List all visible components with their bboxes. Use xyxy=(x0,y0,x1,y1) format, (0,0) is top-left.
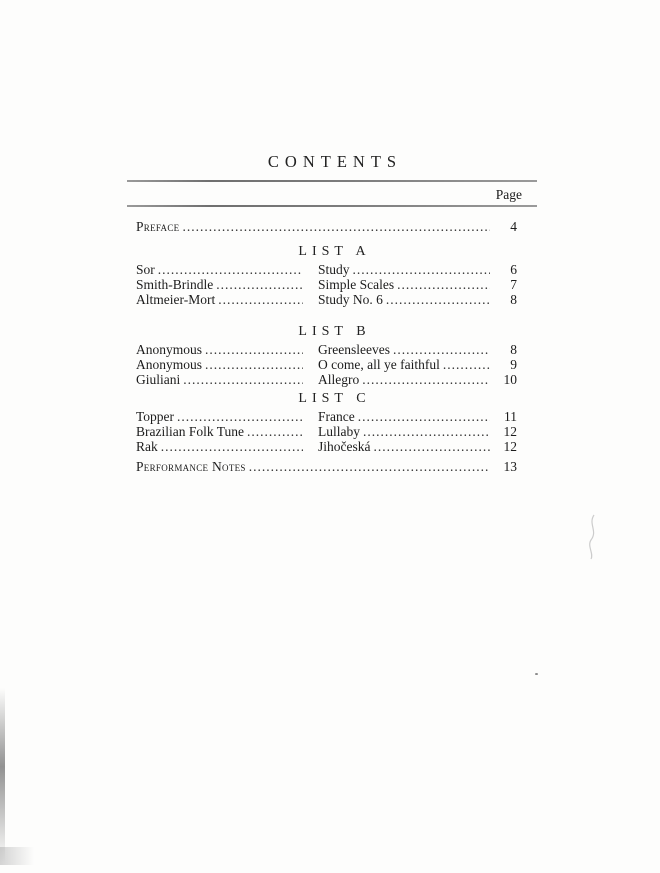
scan-edge-shadow xyxy=(0,688,5,863)
piece-title: Simple Scales xyxy=(318,277,395,292)
dot-leader xyxy=(360,424,490,439)
dot-leader xyxy=(244,424,303,439)
dot-leader xyxy=(390,342,490,357)
piece-title: Study xyxy=(318,262,350,277)
page-number: 4 xyxy=(510,219,517,234)
page-number: 13 xyxy=(503,459,517,474)
dot-leader xyxy=(350,262,490,277)
composer-name: Anonymous xyxy=(136,357,203,372)
toc-row xyxy=(127,424,537,439)
top-rule xyxy=(127,180,537,182)
toc-row xyxy=(127,292,537,307)
page-number: 9 xyxy=(510,357,517,372)
dot-leader xyxy=(179,219,490,234)
piece-title: France xyxy=(318,409,355,424)
dot-leader xyxy=(180,372,303,387)
composer-name: Brazilian Folk Tune xyxy=(136,424,245,439)
dot-leader xyxy=(394,277,490,292)
page-number: 6 xyxy=(510,262,517,277)
dot-leader xyxy=(440,357,490,372)
section-list-a xyxy=(127,244,537,307)
piece-title: Study No. 6 xyxy=(318,292,383,307)
section-list-c xyxy=(127,391,537,454)
page-number: 12 xyxy=(503,439,517,454)
dot-leader xyxy=(174,409,303,424)
piece-title: Greensleeves xyxy=(318,342,390,357)
composer-name: Anonymous xyxy=(136,342,203,357)
scan-corner-shade xyxy=(0,847,34,865)
composer-name: Smith-Brindle xyxy=(136,277,214,292)
composer-name: Giuliani xyxy=(136,372,181,387)
scan-speck xyxy=(535,673,538,675)
dot-leader xyxy=(155,262,303,277)
page-number: 8 xyxy=(510,342,517,357)
composer-name: Altmeier-Mort xyxy=(136,292,216,307)
piece-title: Jihočeská xyxy=(318,439,371,454)
dot-leader xyxy=(359,372,490,387)
dot-leader xyxy=(215,292,303,307)
dot-leader xyxy=(246,459,490,474)
piece-title: Lullaby xyxy=(318,424,360,439)
page-column-label: Page xyxy=(495,187,522,202)
page-number: 8 xyxy=(510,292,517,307)
dot-leader xyxy=(202,357,303,372)
toc-row xyxy=(127,357,537,372)
contents-body xyxy=(127,0,537,873)
header-rule xyxy=(127,205,537,207)
page-title: CONTENTS xyxy=(267,152,403,171)
preface-entry xyxy=(127,219,537,234)
page-number: 11 xyxy=(504,409,517,424)
toc-row xyxy=(127,342,537,357)
section-list-b xyxy=(127,324,537,387)
preface-label: Preface xyxy=(136,219,180,234)
scan-squiggle-mark xyxy=(583,512,603,562)
performance-notes-label: Performance Notes xyxy=(136,459,246,474)
composer-name: Rak xyxy=(136,439,158,454)
toc-row xyxy=(127,262,537,277)
section-heading: LIST B xyxy=(298,324,371,339)
composer-name: Sor xyxy=(136,262,155,277)
dot-leader xyxy=(202,342,303,357)
section-heading: LIST C xyxy=(298,391,371,406)
section-heading: LIST A xyxy=(298,244,371,259)
page-number: 7 xyxy=(510,277,517,292)
toc-row xyxy=(127,409,537,424)
performance-notes-entry xyxy=(127,459,537,474)
dot-leader xyxy=(383,292,490,307)
dot-leader xyxy=(370,439,490,454)
dot-leader xyxy=(213,277,303,292)
piece-title: Allegro xyxy=(318,372,360,387)
composer-name: Topper xyxy=(136,409,175,424)
toc-row xyxy=(127,372,537,387)
dot-leader xyxy=(355,409,490,424)
toc-row xyxy=(127,439,537,454)
toc-row xyxy=(127,277,537,292)
piece-title: O come, all ye faithful xyxy=(318,357,440,372)
dot-leader xyxy=(158,439,303,454)
page-number: 10 xyxy=(503,372,517,387)
page-number: 12 xyxy=(503,424,517,439)
